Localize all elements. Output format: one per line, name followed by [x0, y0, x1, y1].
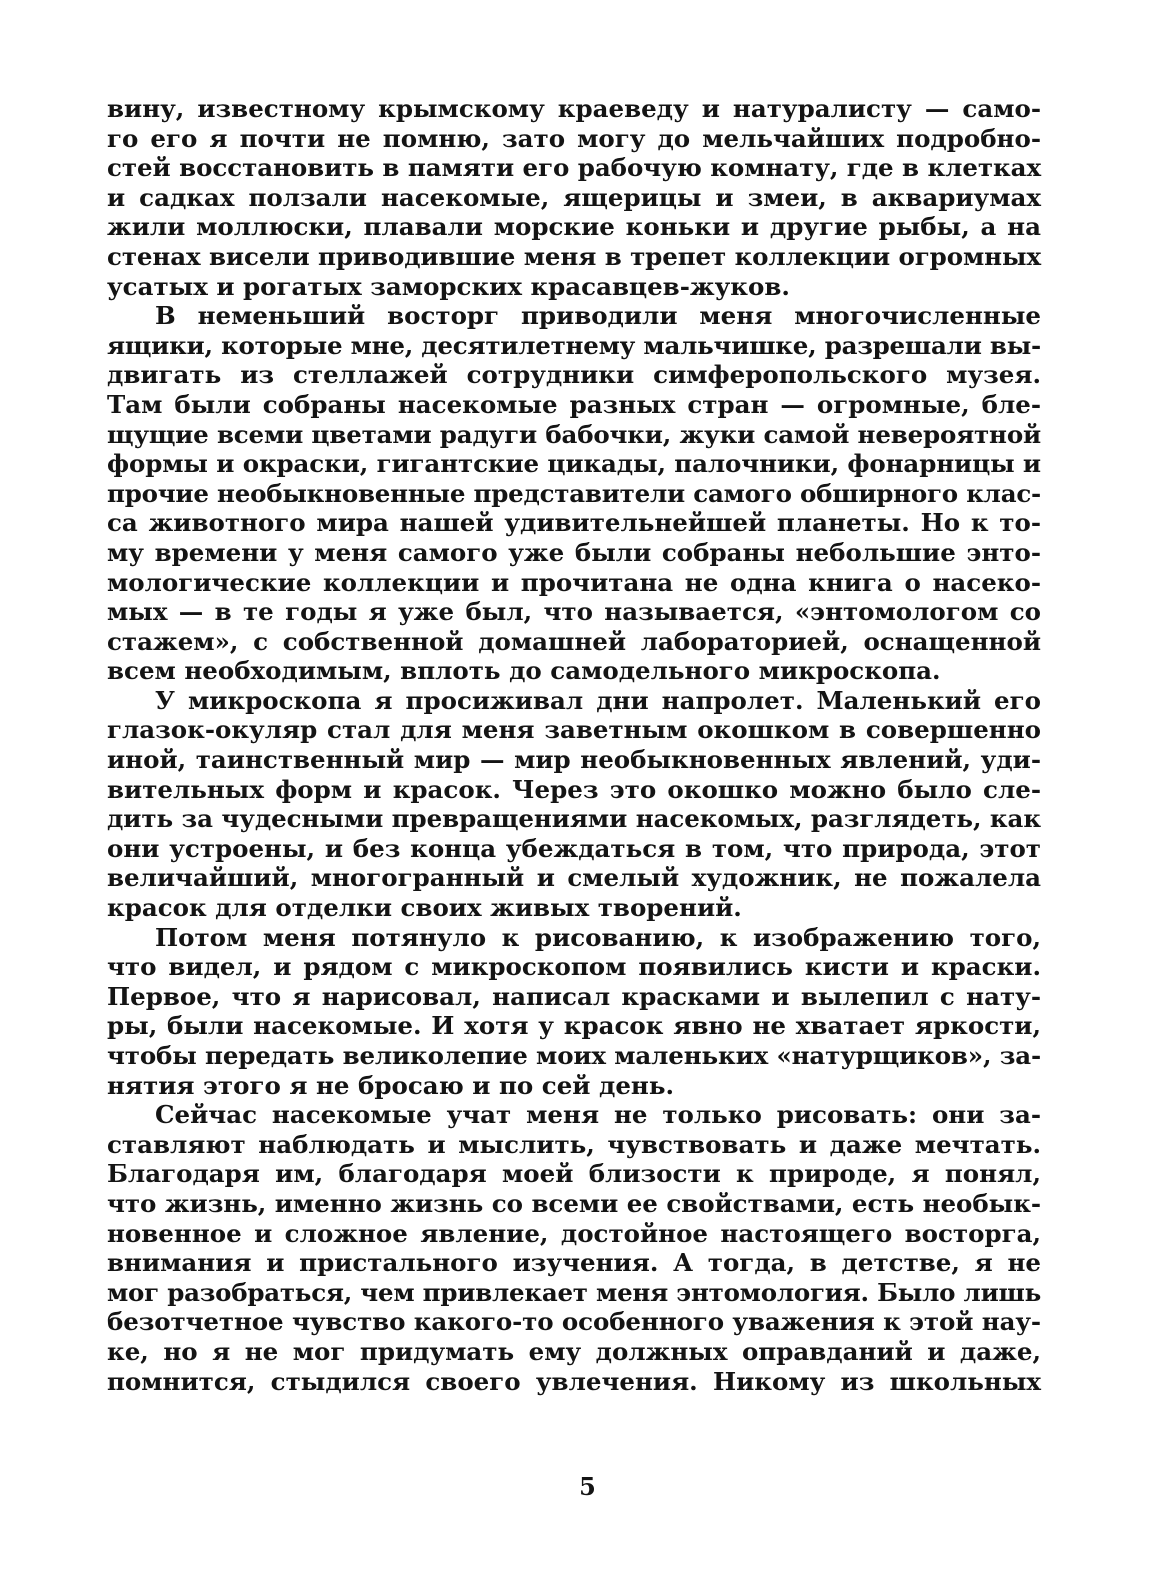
text-line: красок для отделки своих живых творений.: [107, 893, 742, 923]
text-line: го его я почти не помню, зато могу до мельчайших подробно-: [107, 123, 1041, 153]
text-line: стенах висели приводившие меня в трепет коллекции огромных: [107, 241, 1041, 271]
text-line: глазок-окуляр стал для меня заветным окошком в совершенно: [107, 715, 1041, 745]
text-line: мог разобраться, чем привлекает меня энтомология. Было лишь: [107, 1277, 1041, 1307]
text-line: и садках ползали насекомые, ящерицы и змеи, в аквариумах: [107, 182, 1041, 212]
text-line: Сейчас насекомые учат меня не только рисовать: они за-: [155, 1100, 1041, 1130]
text-line: иной, таинственный мир — мир необыкновенных явлений, уди-: [107, 745, 1041, 775]
text-line: внимания и пристального изучения. А тогда, в детстве, я не: [107, 1248, 1041, 1278]
body-text: [107, 94, 1041, 1396]
text-line: прочие необыкновенные представители самого обширного клас-: [107, 478, 1041, 508]
text-line: формы и окраски, гигантские цикады, палочники, фонарницы и: [107, 449, 1041, 479]
text-line: ке, но я не мог придумать ему должных оправданий и даже,: [107, 1336, 1041, 1366]
text-line: мологические коллекции и прочитана не одна книга о насеко-: [107, 567, 1041, 597]
text-line: вину, известному крымскому краеведу и натуралисту — само-: [107, 94, 1041, 123]
text-line: двигать из стеллажей сотрудники симферопольского музея.: [107, 360, 1041, 390]
text-line: му времени у меня самого уже были собраны небольшие энто-: [107, 537, 1041, 567]
page-number: 5: [579, 1472, 596, 1501]
text-line: нятия этого я не бросаю и по сей день.: [107, 1070, 674, 1100]
text-line: Благодаря им, благодаря моей близости к природе, я понял,: [107, 1159, 1041, 1189]
text-line: ящики, которые мне, десятилетнему мальчишке, разрешали вы-: [107, 330, 1041, 360]
text-line: са животного мира нашей удивительнейшей планеты. Но к то-: [107, 508, 1041, 538]
text-line: стажем», с собственной домашней лабораторией, оснащенной: [107, 626, 1041, 656]
text-line: мых — в те годы я уже был, что называется, «энтомологом со: [107, 597, 1041, 627]
text-line: они устроены, и без конца убеждаться в том, что природа, этот: [107, 833, 1041, 863]
text-line: помнится, стыдился своего увлечения. Никому из школьных: [107, 1366, 1041, 1396]
text-line: вительных форм и красок. Через это окошко можно было сле-: [107, 774, 1041, 804]
text-line: дить за чудесными превращениями насекомых, разглядеть, как: [107, 804, 1041, 834]
text-line: всем необходимым, вплоть до самодельного микроскопа.: [107, 656, 941, 686]
text-line: У микроскопа я просиживал дни напролет. Маленький его: [155, 685, 1041, 715]
text-line: чтобы передать великолепие моих маленьких «натурщиков», за-: [107, 1041, 1041, 1070]
text-line: что видел, и рядом с микроскопом появились кисти и краски.: [107, 952, 1041, 982]
text-line: В неменьший восторг приводили меня многочисленные: [155, 301, 1041, 331]
text-line: величайший, многогранный и смелый художник, не пожалела: [107, 863, 1041, 893]
text-line: ры, были насекомые. И хотя у красок явно не хватает яркости,: [107, 1011, 1041, 1041]
text-line: Первое, что я нарисовал, написал красками и вылепил с нату-: [107, 981, 1041, 1011]
text-line: жили моллюски, плавали морские коньки и другие рыбы, а на: [107, 212, 1041, 242]
text-line: стей восстановить в памяти его рабочую комнату, где в клетках: [107, 153, 1041, 183]
text-line: щущие всеми цветами радуги бабочки, жуки самой невероятной: [107, 419, 1041, 449]
text-line: Там были собраны насекомые разных стран — огромные, бле-: [107, 389, 1041, 419]
text-line: усатых и рогатых заморских красавцев-жуков.: [107, 271, 790, 301]
text-line: новенное и сложное явление, достойное настоящего восторга,: [107, 1218, 1041, 1248]
text-line: Потом меня потянуло к рисованию, к изображению того,: [155, 922, 1041, 952]
text-line: безотчетное чувство какого-то особенного уважения к этой нау-: [107, 1307, 1041, 1337]
text-line: что жизнь, именно жизнь со всеми ее свойствами, есть необык-: [107, 1188, 1041, 1218]
text-line: ставляют наблюдать и мыслить, чувствовать и даже мечтать.: [107, 1129, 1041, 1159]
